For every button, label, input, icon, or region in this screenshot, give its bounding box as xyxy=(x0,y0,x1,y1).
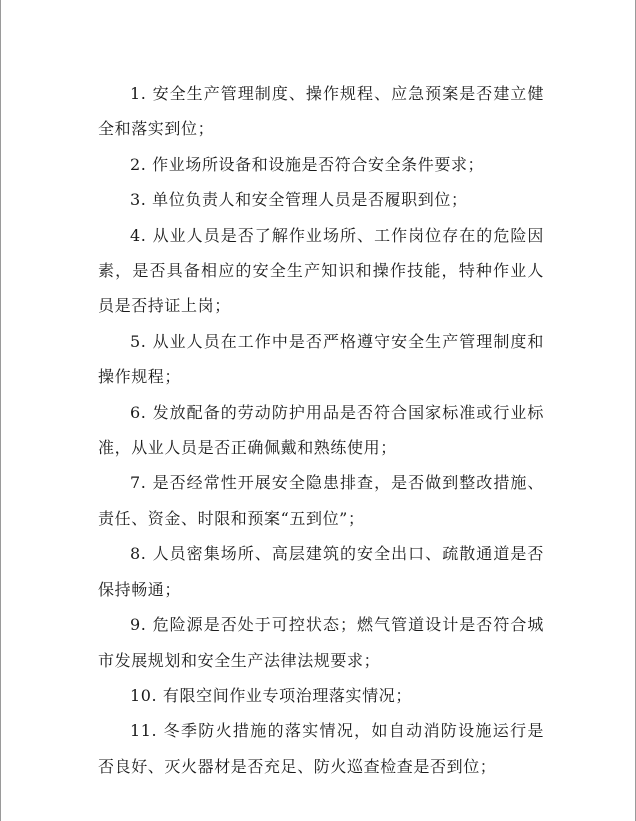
list-item: 2. 作业场所设备和设施是否符合安全条件要求； xyxy=(130,154,485,174)
list-item: 10. 有限空间作业专项治理落实情况； xyxy=(130,685,412,705)
document-body xyxy=(98,76,544,784)
list-item: 11. 冬季防火措施的落实情况，如自动消防设施运行是否良好、灭火器材是否充足、防火巡查检查是否到位； xyxy=(98,721,544,776)
list-item: 4. 从业人员是否了解作业场所、工作岗位存在的危险因素，是否具备相应的安全生产知识和操作技能，特种作业人员是否持证上岗； xyxy=(98,225,544,316)
list-item: 3. 单位负责人和安全管理人员是否履职到位； xyxy=(130,190,468,210)
list-item: 5. 从业人员在工作中是否严格遵守安全生产管理制度和操作规程； xyxy=(98,331,544,387)
list-item: 7. 是否经常性开展安全隐患排查，是否做到整改措施、责任、资金、时限和预案“五到位”； xyxy=(98,473,544,528)
list-item: 6. 发放配备的劳动防护用品是否符合国家标准或行业标准，从业人员是否正确佩戴和熟练使用； xyxy=(98,402,544,458)
list-item: 8. 人员密集场所、高层建筑的安全出口、疏散通道是否保持畅通； xyxy=(98,544,544,599)
list-item: 9. 危险源是否处于可控状态；燃气管道设计是否符合城市发展规划和安全生产法律法规要求； xyxy=(98,615,544,670)
list-item: 1. 安全生产管理制度、操作规程、应急预案是否建立健全和落实到位； xyxy=(98,84,544,139)
